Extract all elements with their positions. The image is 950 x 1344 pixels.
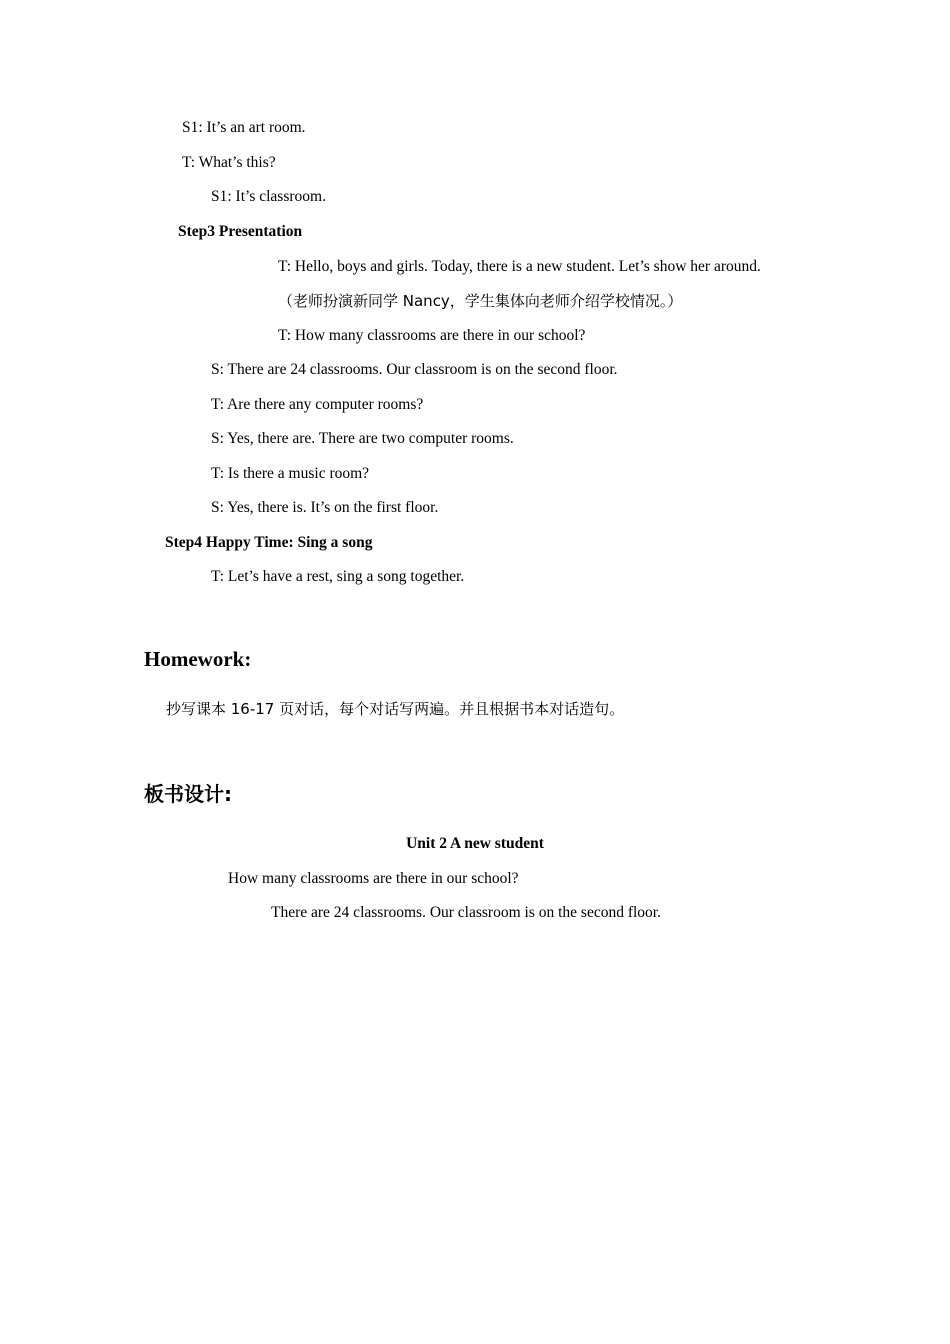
board-design-heading: 板书设计: [144, 782, 232, 806]
homework-text: 抄写课本 16-17 页对话，每个对话写两遍。并且根据书本对话造句。 [166, 700, 625, 718]
dialogue-line: S1: It’s classroom. [211, 188, 326, 205]
dialogue-line: T: What’s this? [182, 154, 276, 171]
step4-heading: Step4 Happy Time: Sing a song [165, 534, 373, 551]
dialogue-line: S1: It’s an art room. [182, 119, 306, 136]
dialogue-line: T: How many classrooms are there in our school? [278, 327, 586, 344]
dialogue-line: T: Hello, boys and girls. Today, there is a new student. Let’s show her around. [278, 258, 761, 275]
dialogue-line: S: There are 24 classrooms. Our classroom is on the second floor. [211, 361, 618, 378]
dialogue-line: T: Are there any computer rooms? [211, 396, 424, 413]
step3-heading: Step3 Presentation [178, 223, 303, 240]
board-answer: There are 24 classrooms. Our classroom is on the second floor. [271, 904, 661, 921]
homework-heading: Homework: [144, 647, 252, 671]
dialogue-line: S: Yes, there are. There are two computer rooms. [211, 430, 514, 447]
stage-direction: （老师扮演新同学 Nancy，学生集体向老师介绍学校情况。） [278, 292, 683, 310]
dialogue-line: S: Yes, there is. It’s on the first floor. [211, 499, 439, 516]
dialogue-line: T: Is there a music room? [211, 465, 370, 482]
board-title: Unit 2 A new student [406, 835, 544, 852]
dialogue-line: T: Let’s have a rest, sing a song together. [211, 568, 465, 585]
board-question: How many classrooms are there in our school? [228, 870, 519, 887]
